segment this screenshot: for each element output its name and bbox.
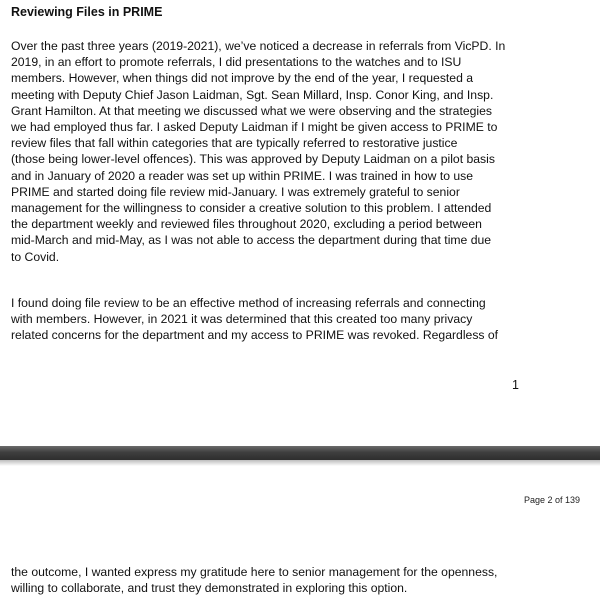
paragraph-line: meeting with Deputy Chief Jason Laidman, Sgt. Sean Millard, Insp. Conor King, and Insp. — [11, 87, 494, 102]
paragraph-1 — [11, 38, 596, 265]
paragraph-line: management for the willingness to consider a creative solution to this problem. I attended — [11, 201, 492, 216]
paragraph-line: with members. However, in 2021 it was determined that this created too many privacy — [11, 312, 473, 327]
paragraph-line: the outcome, I wanted express my gratitude here to senior management for the openness, — [11, 565, 498, 579]
paragraph-line: mid-March and mid-May, as I was not able to access the department during that time due — [11, 233, 492, 248]
document-title: Reviewing Files in PRIME — [11, 5, 163, 19]
paragraph-line: members. However, when things did not improve by the end of the year, I requested a — [11, 71, 474, 86]
paragraph-line: Over the past three years (2019-2021), we’ve noticed a decrease in referrals from VicPD. In — [11, 39, 506, 53]
page-separator — [0, 446, 600, 460]
paragraph-line: review files that fall within categories that are typically referred to restorative justice — [11, 136, 458, 151]
paragraph-line: 2019, in an effort to promote referrals, I did presentations to the watches and to ISU — [11, 55, 462, 70]
paragraph-2 — [11, 295, 596, 344]
paragraph-line: related concerns for the department and my access to PRIME was revoked. Regardless of — [11, 328, 499, 343]
paragraph-line: the department weekly and reviewed files throughout 2020, excluding a period between — [11, 217, 482, 232]
paragraph-line: I found doing file review to be an effective method of increasing referrals and connecting — [11, 296, 486, 310]
paragraph-line: willing to collaborate, and trust they demonstrated in exploring this option. — [11, 581, 408, 596]
paragraph-line: to Covid. — [11, 249, 60, 264]
paragraph-line: PRIME and started doing file review mid-January. I was extremely grateful to senior — [11, 184, 460, 199]
page-separator-shadow — [0, 460, 600, 466]
paragraph-line: (those being lower-level offences). This was approved by Deputy Laidman on a pilot basis — [11, 152, 495, 167]
paragraph-line: and in January of 2020 a reader was set up within PRIME. I was trained in how to use — [11, 168, 474, 183]
page-number: 1 — [512, 378, 519, 392]
page-indicator: Page 2 of 139 — [524, 495, 581, 505]
paragraph-line: Grant Hamilton. At that meeting we discussed what we were observing and the strategies — [11, 103, 492, 118]
paragraph-line: we had employed thus far. I asked Deputy Laidman if I might be given access to PRIME to — [11, 120, 498, 135]
paragraph-3 — [11, 564, 596, 596]
